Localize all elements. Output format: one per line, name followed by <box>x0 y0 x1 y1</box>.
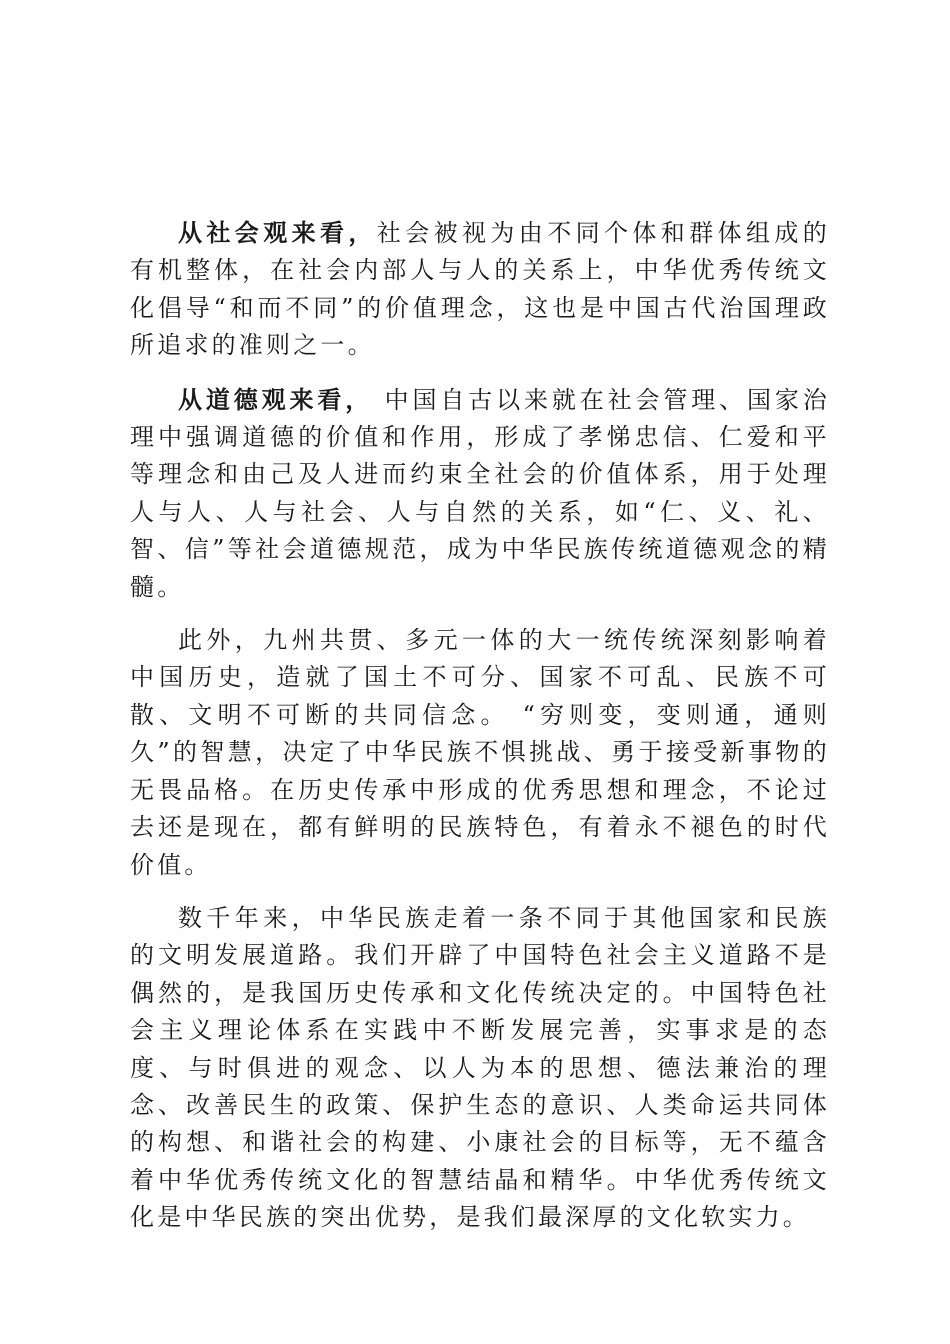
paragraph-text: 数千年来，中华民族走着一条不同于其他国家和民族的文明发展道路。我们开辟了中国特色社会主义道路不是偶然的，是我国历史传承和文化传统决定的。中国特色社会主义理论体系在实践中不断发展完善，实事求是的态度、与时俱进的观念、以人为本的思想、德法兼治的理念、改善民生的政策、保护生态的意识、人类命运共同体的构想、和谐社会的构建、小康社会的目标等，无不蕴含着中华优秀传统文化的智慧结晶和精华。中华优秀传统文化是中华民族的突出优势，是我们最深厚的文化软实力。 <box>130 903 830 1232</box>
paragraph-text: 社会被视为由不同个体和群体组成的有机整体，在社会内部人与人的关系上，中华优秀传统文化倡导“和而不同”的价值理念，这也是中国古代治国理政所追求的准则之一。 <box>130 219 830 360</box>
paragraph-text: 中国自古以来就在社会管理、国家治理中强调道德的价值和作用，形成了孝悌忠信、仁爱和平等理念和由己及人进而约束全社会的价值体系，用于处理人与人、人与社会、人与自然的关系，如“仁、义、礼、智、信”等社会道德规范，成为中华民族传统道德观念的精髓。 <box>130 385 830 601</box>
paragraph-lead-bold: 从社会观来看， <box>178 218 377 247</box>
paragraph-social-view <box>130 214 830 365</box>
paragraph-development-path <box>130 900 830 1237</box>
paragraph-text: 此外，九州共贯、多元一体的大一统传统深刻影响着中国历史，造就了国土不可分、国家不可乱、民族不可散、文明不可断的共同信念。 “穷则变，变则通，通则久”的智慧，决定了中华民族不惧挑战、勇于接受新事物的无畏品格。在历史传承中形成的优秀思想和理念，不论过去还是现在，都有鲜明的民族特色，有着永不褪色的时代价值。 <box>130 626 830 879</box>
paragraph-lead-bold: 从道德观来看， <box>178 384 374 414</box>
paragraph-unity-tradition <box>130 622 830 884</box>
paragraph-moral-view <box>130 381 830 606</box>
document-body <box>130 214 830 1237</box>
